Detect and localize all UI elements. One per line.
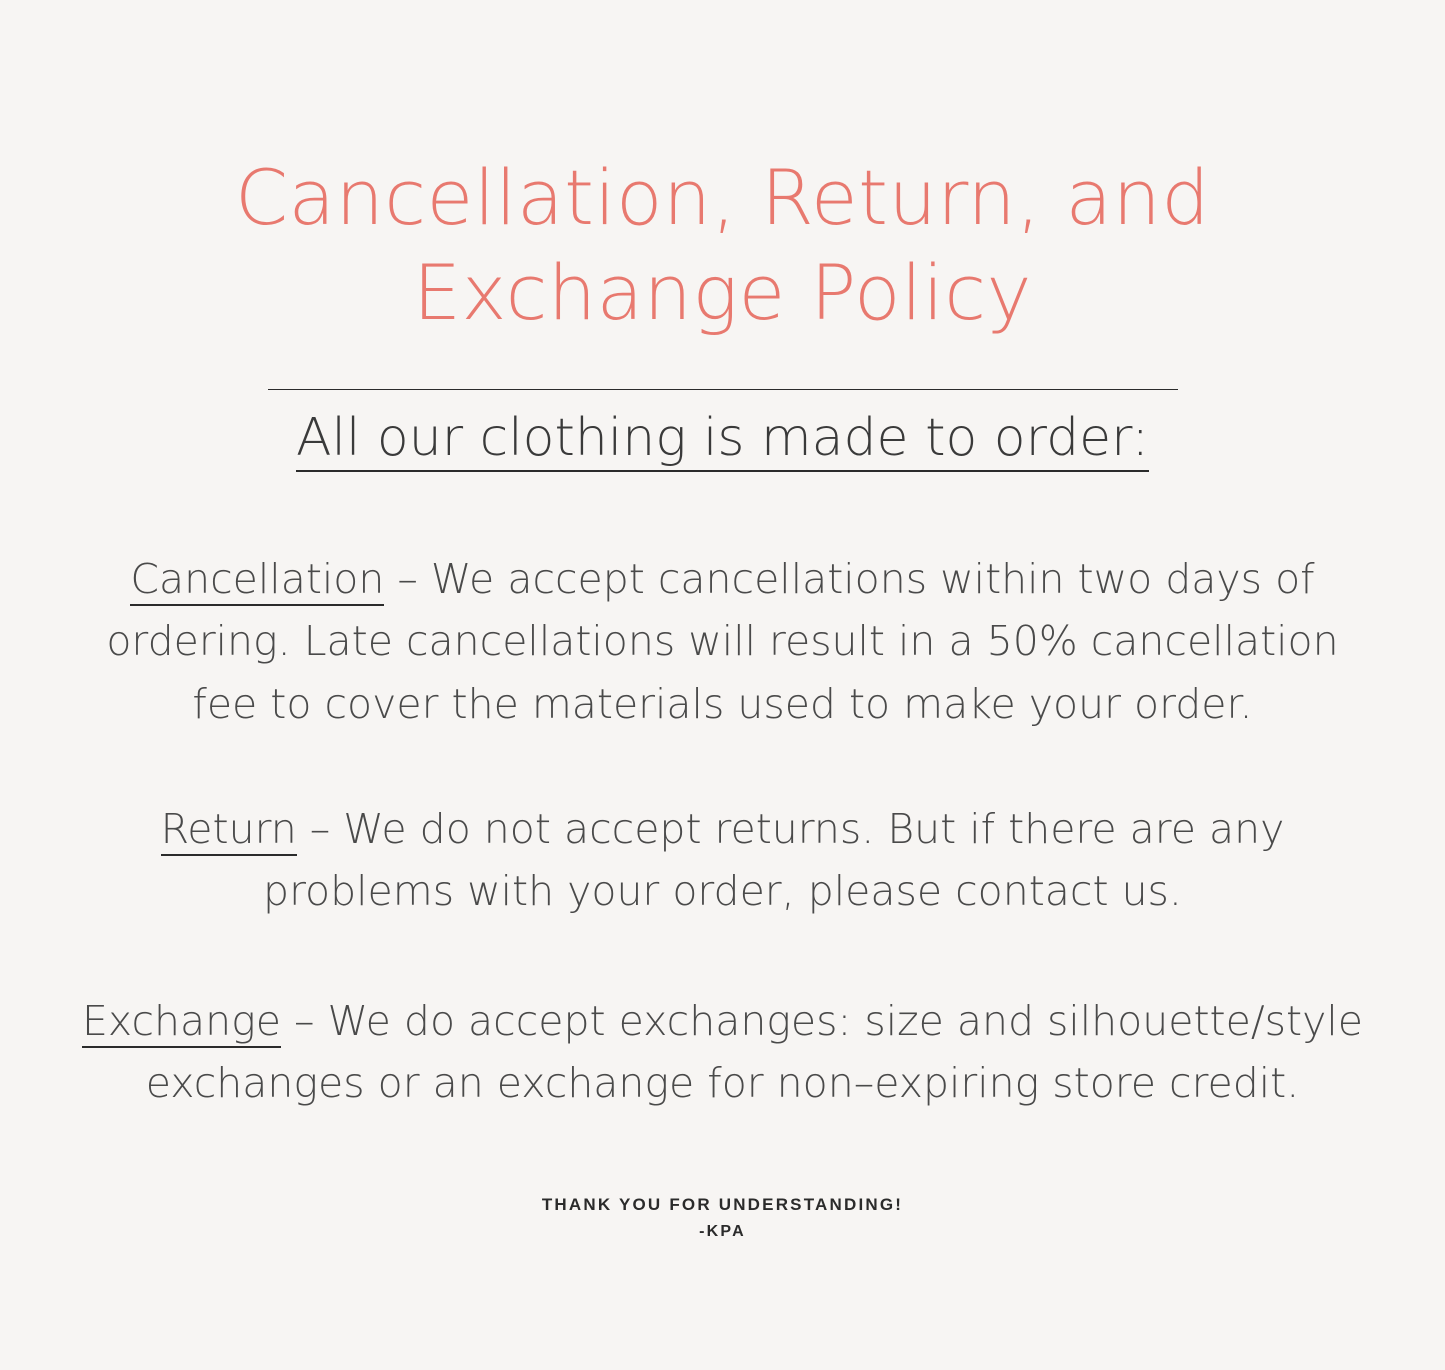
page-title: Cancellation, Return, and Exchange Policy — [234, 153, 1211, 337]
footer-thanks: THANK YOU FOR UNDERSTANDING! — [541, 1195, 904, 1214]
section-cancellation-text: – We accept cancellations within two days of ordering. Late cancellations will result in a 50% cancellation fee to cover the materials used to make your order. — [106, 555, 1339, 728]
section-exchange — [75, 990, 1370, 1115]
footer-signature: -KPA — [699, 1223, 746, 1240]
section-exchange-lead: Exchange — [82, 997, 281, 1048]
footer — [0, 1195, 1445, 1241]
title-divider — [268, 389, 1178, 390]
section-return — [75, 798, 1370, 923]
subtitle — [120, 405, 1325, 473]
section-exchange-text: – We do accept exchanges: size and silhouette/style exchanges or an exchange for non–expiring store credit. — [145, 997, 1363, 1108]
section-cancellation-lead: Cancellation — [130, 555, 384, 606]
section-cancellation — [75, 548, 1370, 735]
subtitle-text: All our clothing is made to order: — [296, 408, 1149, 472]
section-return-text: – We do not accept returns. But if there are any problems with your order, please contact us. — [263, 805, 1285, 916]
section-return-lead: Return — [161, 805, 297, 856]
